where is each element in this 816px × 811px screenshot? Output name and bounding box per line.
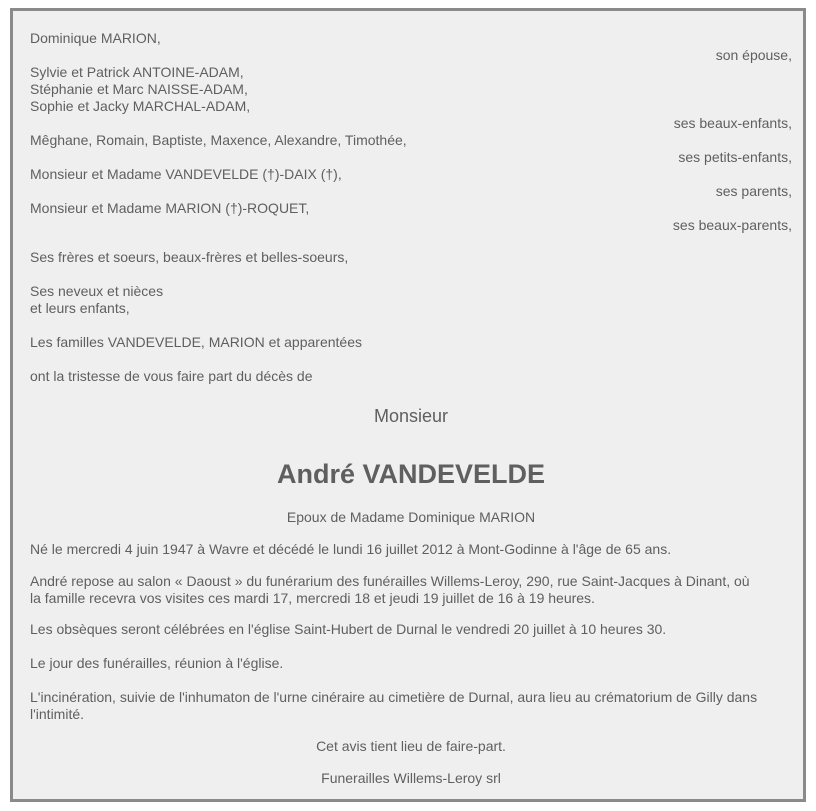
families-line: Les familles VANDEVELDE, MARION et apparentées [30,334,362,350]
deceased-name: André VANDEVELDE [276,459,546,489]
spouse-role: son épouse, [715,47,792,63]
parents-role: ses parents, [715,183,792,199]
nephews-line: et leurs enfants, [30,300,130,316]
stepchild-line: Sophie et Jacky MARCHAL-ADAM, [30,98,251,114]
stepchild-line: Stéphanie et Marc NAISSE-ADAM, [30,81,248,97]
nephews-line: Ses neveux et nièces [30,283,164,299]
stepchildren-role: ses beaux-enfants, [673,115,792,131]
birth-death-line: Né le mercredi 4 juin 1947 à Wavre et décédé le lundi 16 juillet 2012 à Mont-Godinne à l'âge de 65 ans. [30,541,672,557]
siblings-line: Ses frères et soeurs, beaux-frères et belles-soeurs, [30,249,349,265]
parents-in-law-line: Monsieur et Madame MARION (†)-ROQUET, [30,200,310,216]
notice-line: Cet avis tient lieu de faire-part. [316,738,506,754]
honorific: Monsieur [373,406,449,426]
announcement-line: ont la tristesse de vous faire part du décès de [30,368,313,384]
repose-line: André repose au salon « Daoust » du funérarium des funérailles Willems-Leroy, 290, rue Saint-Jacques à Dinant, où [30,573,750,589]
spouse-line: Dominique MARION, [30,30,161,46]
cremation-line: L'incinération, suivie de l'inhumaton de l'urne cinéraire au cimetière de Durnal, aura lieu au crématorium de Gilly dans [30,689,758,705]
funeral-line: Les obsèques seront célébrées en l'église Saint-Hubert de Durnal le vendredi 20 juillet à 10 heures 30. [30,621,667,637]
parents-in-law-role: ses beaux-parents, [672,217,792,233]
parents-line: Monsieur et Madame VANDEVELDE (†)-DAIX (†), [30,166,342,182]
stepchild-line: Sylvie et Patrick ANTOINE-ADAM, [30,64,244,80]
obituary-frame [10,8,806,802]
gathering-line: Le jour des funérailles, réunion à l'église. [30,655,284,671]
undertaker-line: Funerailles Willems-Leroy srl [321,770,501,786]
repose-line: la famille recevra vos visites ces mardi 17, mercredi 18 et jeudi 19 juillet de 16 à 19 heures. [30,590,595,606]
spouse-of-line: Epoux de Madame Dominique MARION [286,509,536,525]
grandchildren-role: ses petits-enfants, [678,149,792,165]
grandchildren-line: Mêghane, Romain, Baptiste, Maxence, Alexandre, Timothée, [30,132,407,148]
cremation-line: l'intimité. [30,706,85,722]
